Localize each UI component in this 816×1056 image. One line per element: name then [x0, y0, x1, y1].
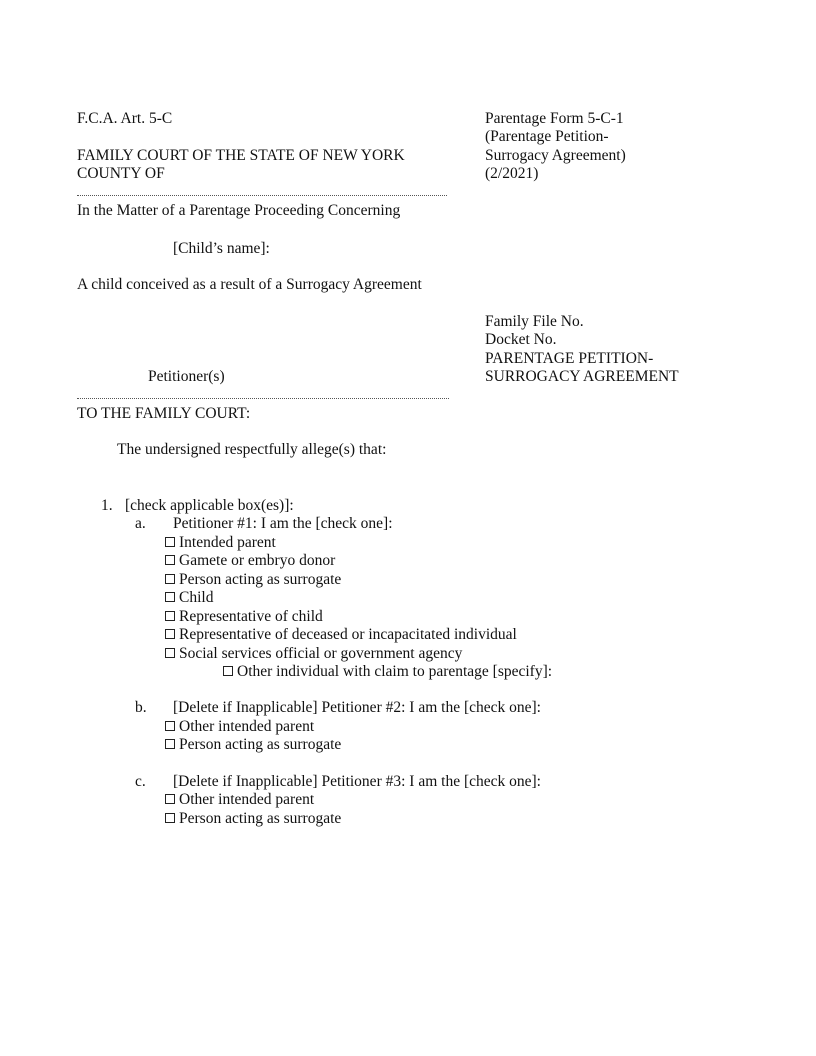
checkbox-icon[interactable] — [165, 574, 175, 584]
option-label: Gamete or embryo donor — [179, 552, 336, 569]
checkbox-icon[interactable] — [165, 555, 175, 565]
child-name-label: [Child’s name]: — [173, 240, 270, 257]
checkbox-icon[interactable] — [165, 648, 175, 658]
caption-top-divider — [77, 195, 447, 196]
checkbox-icon[interactable] — [165, 629, 175, 639]
option-label: Intended parent — [179, 534, 276, 551]
checkbox-option[interactable] — [165, 810, 341, 829]
matter-line: In the Matter of a Parentage Proceeding Concerning — [77, 202, 401, 219]
item-b-text: [Delete if Inapplicable] Petitioner #2: I am the [check one]: — [173, 699, 541, 716]
form-description-1: (Parentage Petition- — [485, 128, 609, 145]
checkbox-option[interactable] — [165, 718, 314, 737]
item-b-letter: b. — [135, 699, 147, 716]
checkbox-option[interactable] — [165, 626, 517, 645]
family-file-number: Family File No. — [485, 313, 584, 330]
option-label: Other intended parent — [179, 791, 315, 808]
checkbox-icon[interactable] — [165, 794, 175, 804]
item-a-letter: a. — [135, 515, 146, 532]
option-label: Person acting as surrogate — [179, 571, 342, 588]
form-date: (2/2021) — [485, 165, 539, 182]
item-1-text: [check applicable box(es)]: — [125, 497, 294, 514]
item-c-text: [Delete if Inapplicable] Petitioner #3: I am the [check one]: — [173, 773, 541, 790]
statute-reference: F.C.A. Art. 5-C — [77, 110, 173, 127]
checkbox-option[interactable] — [165, 736, 341, 755]
option-label: Other individual with claim to parentage [specify]: — [237, 663, 553, 680]
court-name: FAMILY COURT OF THE STATE OF NEW YORK — [77, 147, 405, 164]
option-label: Other intended parent — [179, 718, 315, 735]
item-c-letter: c. — [135, 773, 146, 790]
checkbox-option[interactable] — [165, 645, 462, 664]
checkbox-option[interactable] — [165, 534, 276, 553]
county-line: COUNTY OF — [77, 165, 165, 182]
checkbox-option-other[interactable] — [223, 663, 552, 682]
document-title-1: PARENTAGE PETITION- — [485, 350, 654, 367]
intro-text: The undersigned respectfully allege(s) that: — [117, 441, 387, 458]
checkbox-icon[interactable] — [165, 592, 175, 602]
checkbox-icon[interactable] — [165, 721, 175, 731]
option-label: Person acting as surrogate — [179, 810, 342, 827]
checkbox-icon[interactable] — [165, 537, 175, 547]
checkbox-option[interactable] — [165, 589, 213, 608]
option-label: Representative of deceased or incapacitated individual — [179, 626, 517, 643]
checkbox-option[interactable] — [165, 791, 314, 810]
checkbox-option[interactable] — [165, 552, 335, 571]
caption-bottom-divider — [77, 398, 449, 399]
checkbox-option[interactable] — [165, 608, 323, 627]
option-label: Social services official or government agency — [179, 645, 463, 662]
item-1-number: 1. — [101, 497, 113, 514]
docket-number: Docket No. — [485, 331, 557, 348]
document-title-2: SURROGACY AGREEMENT — [485, 368, 679, 385]
form-name: Parentage Form 5-C-1 — [485, 110, 624, 127]
option-label: Person acting as surrogate — [179, 736, 342, 753]
checkbox-icon[interactable] — [223, 666, 233, 676]
addressee: TO THE FAMILY COURT: — [77, 405, 251, 422]
form-description-2: Surrogacy Agreement) — [485, 147, 626, 164]
option-label: Child — [179, 589, 214, 606]
item-a-text: Petitioner #1: I am the [check one]: — [173, 515, 393, 532]
checkbox-icon[interactable] — [165, 739, 175, 749]
petitioner-label: Petitioner(s) — [148, 368, 225, 385]
child-description: A child conceived as a result of a Surrogacy Agreement — [77, 276, 422, 293]
checkbox-icon[interactable] — [165, 611, 175, 621]
checkbox-icon[interactable] — [165, 813, 175, 823]
option-label: Representative of child — [179, 608, 323, 625]
checkbox-option[interactable] — [165, 571, 341, 590]
